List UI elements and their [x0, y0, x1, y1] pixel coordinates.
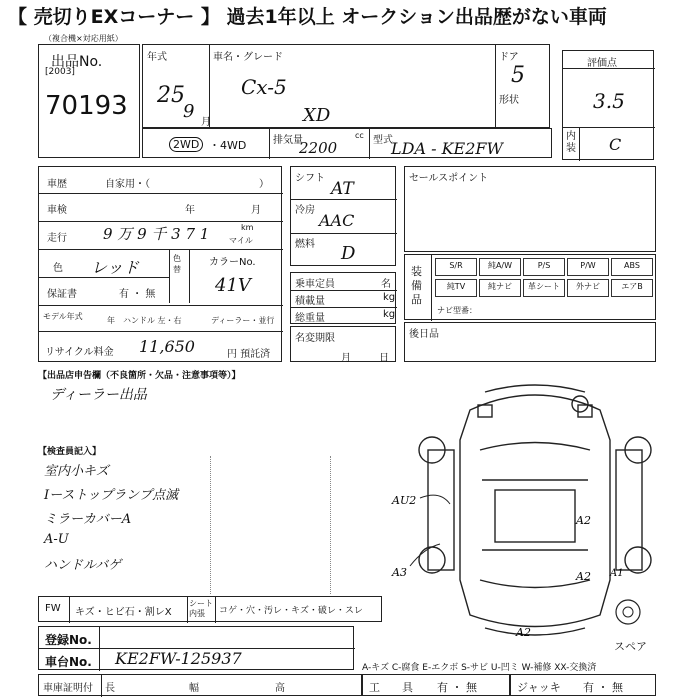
handle-side: ハンドル 左・右	[123, 316, 182, 325]
mileage-value: 9 万 9 千 3 7 1	[103, 225, 210, 243]
mark-a2-rear: A2	[576, 570, 591, 583]
inspection-label: 車検	[47, 205, 67, 216]
ac-value: AAC	[319, 211, 355, 230]
name-change-block	[290, 326, 396, 362]
cert-long: 長	[105, 683, 115, 694]
model-value: LDA - KE2FW	[391, 139, 503, 158]
drivetrain-block	[290, 166, 396, 266]
mileage-unit-km: km	[241, 223, 254, 232]
fuel-value: D	[341, 243, 356, 264]
model-label: 型式	[373, 135, 393, 146]
mark-a3: A3	[392, 566, 407, 579]
inspection-year: 年	[185, 205, 195, 216]
sub-note: （複合機×対応用紙）	[44, 34, 123, 43]
equipment-box	[404, 254, 656, 320]
equipment-label: 装備品	[411, 265, 422, 306]
equip-ps: P/S	[523, 258, 565, 276]
capacity-label-2: 積載量	[295, 296, 325, 307]
shape-label: 形状	[499, 95, 519, 106]
equip-airbag: エアB	[611, 279, 653, 297]
color-repaint-label: 色替	[173, 254, 181, 274]
fw-row	[38, 596, 382, 622]
capacity-unit-3: kg	[383, 309, 396, 320]
registration-block	[38, 626, 354, 670]
capacity-unit-1: 名	[381, 279, 391, 290]
car-grade: XD	[303, 105, 331, 126]
year-label: 年式	[147, 52, 167, 63]
name-change-day: 日	[379, 353, 389, 364]
inspector-line-3: ミラーカバーA	[44, 512, 132, 527]
sales-point-label: セールスポイント	[409, 173, 489, 184]
doors-label: ドア	[499, 52, 519, 63]
capacity-label-1: 乗車定員	[295, 279, 335, 290]
dealer-type: ディーラー・並行	[211, 316, 275, 325]
inspection-month: 月	[251, 205, 261, 216]
name-change-label: 名変期限	[295, 333, 335, 344]
doors-value: 5	[511, 63, 525, 88]
warranty-label: 保証書	[47, 289, 77, 300]
lot-small-code: [2003]	[45, 67, 75, 77]
capacity-label-3: 総重量	[295, 313, 325, 324]
warranty-value: 有 ・ 無	[119, 289, 156, 300]
spec-row	[142, 128, 552, 158]
auction-banner: 【 売切りEXコーナー 】 過去1年以上 オークション出品歴がない車両	[0, 0, 700, 34]
mark-a1: A1	[610, 568, 624, 579]
equip-sunroof: S/R	[435, 258, 477, 276]
tools-label: 工 具	[369, 681, 413, 694]
mark-a2-bumper: A2	[516, 626, 531, 639]
jack-value: 有 ・ 無	[583, 681, 623, 694]
vehicle-header	[142, 44, 550, 128]
interior-value: C	[609, 135, 622, 154]
mileage-label: 走行	[47, 233, 67, 244]
fw-text: キズ・ヒビ石・割レX	[75, 607, 172, 618]
registration-label: 登録No.	[45, 633, 92, 647]
color-value: レッド	[91, 258, 139, 277]
color-code-label: カラーNo.	[209, 257, 256, 268]
car-label: 車名・グレード	[213, 52, 283, 63]
seat-text: コゲ・穴・汚レ・キズ・破レ・スレ	[219, 606, 363, 616]
fw-label: FW	[45, 603, 61, 614]
cert-row	[38, 674, 362, 696]
recycle-value: 11,650	[139, 337, 195, 356]
inspector-line-1: 室内小キズ	[44, 464, 109, 479]
cert-label: 車庫証明付	[43, 683, 93, 694]
lot-label: 出品No.	[51, 54, 103, 70]
score-box	[562, 50, 654, 160]
capacity-unit-2: kg	[383, 292, 396, 303]
name-change-month: 月	[341, 353, 351, 364]
shift-label: シフト	[295, 173, 325, 184]
tools-row	[362, 674, 510, 696]
color-label: 色	[53, 263, 63, 274]
seat-label: シート内張	[189, 599, 213, 618]
cert-width: 幅	[189, 683, 199, 694]
score-value: 3.5	[593, 89, 625, 113]
equip-leather: 革シート	[523, 279, 565, 297]
drive-2wd: 2WD	[169, 137, 203, 152]
lot-number: 70193	[45, 91, 128, 121]
detail-block	[38, 166, 282, 362]
year-month: 9	[183, 101, 195, 122]
displacement-unit: cc	[355, 131, 364, 140]
inspector-line-4: A-U	[44, 532, 69, 547]
recycle-label: リサイクル料金	[45, 347, 114, 358]
capacity-block	[290, 272, 396, 324]
spare-label: スペア	[614, 640, 647, 653]
damage-legend: A-キズ C-腐食 E-エクボ S-サビ U-凹ミ W-補修 XX-交換済	[362, 663, 597, 673]
sales-point-box	[404, 166, 656, 252]
cert-height: 高	[275, 683, 285, 694]
lot-box	[38, 44, 140, 158]
seller-note-text: ディーラー出品	[50, 387, 147, 403]
equip-pw: P/W	[567, 258, 609, 276]
shift-value: AT	[331, 179, 354, 199]
seller-note-label: 【出品店申告欄（不良箇所・欠品・注意事項等）】	[38, 371, 241, 381]
inspector-label: 【検査員記入】	[38, 447, 102, 457]
equip-alloy: 純A/W	[479, 258, 521, 276]
model-year-unit: 年	[107, 316, 115, 325]
inspector-line-5: ハンドルバゲ	[44, 558, 122, 573]
score-label: 評価点	[587, 58, 617, 69]
mileage-unit-mile: マイル	[229, 236, 253, 245]
year-month-unit: 月	[201, 117, 211, 128]
jack-row	[510, 674, 656, 696]
displacement-label: 排気量	[273, 135, 303, 146]
displacement-value: 2200	[299, 139, 338, 157]
tools-value: 有 ・ 無	[437, 681, 477, 694]
mark-a2-door: A2	[576, 514, 591, 527]
jack-label: ジャッキ	[517, 681, 561, 694]
year-value: 25	[157, 83, 185, 108]
car-damage-diagram	[392, 380, 670, 640]
history-label: 車歴	[47, 179, 67, 190]
equip-tv: 純TV	[435, 279, 477, 297]
interior-label: 内装	[566, 131, 576, 154]
mark-au2: AU2	[392, 494, 417, 507]
later-date-label: 後日品	[409, 329, 439, 340]
model-year-label: モデル年式	[43, 312, 83, 321]
history-close: ）	[259, 179, 269, 190]
color-code-value: 41V	[215, 275, 251, 296]
ac-label: 冷房	[295, 205, 315, 216]
chassis-value: KE2FW-125937	[115, 649, 242, 668]
car-name: Cx-5	[241, 75, 287, 99]
equip-ext-navi: 外ナビ	[567, 279, 609, 297]
equip-abs: ABS	[611, 258, 653, 276]
inspector-line-2: Iーストップランプ点滅	[44, 488, 179, 503]
later-date-box	[404, 322, 656, 362]
history-value: 自家用・（	[105, 179, 150, 190]
equip-navi: 純ナビ	[479, 279, 521, 297]
recycle-unit: 円 預託済	[227, 349, 271, 360]
chassis-label: 車台No.	[45, 655, 92, 669]
fuel-label: 燃料	[295, 239, 315, 250]
drive-4wd: ・4WD	[209, 139, 247, 152]
navi-model-label: ナビ型番：	[437, 306, 477, 315]
